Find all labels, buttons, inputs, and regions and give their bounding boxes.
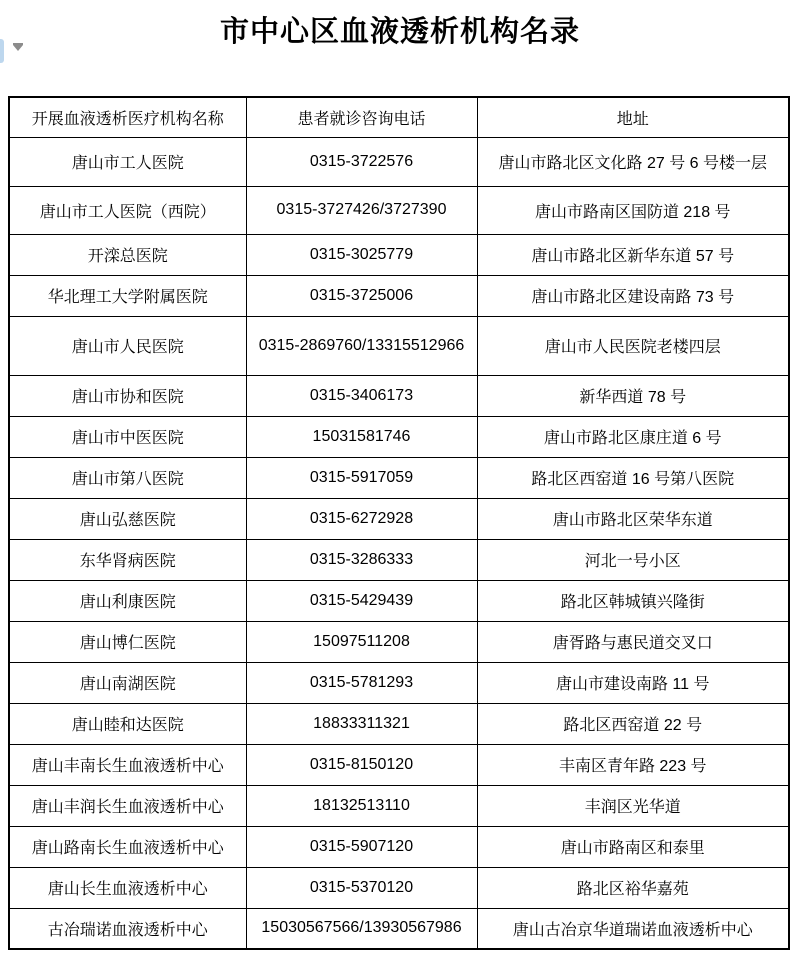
table-row bbox=[9, 539, 789, 580]
address-cell: 唐山市路北区荣华东道 bbox=[477, 498, 789, 539]
address-cell: 丰润区光华道 bbox=[477, 785, 789, 826]
selection-bar bbox=[0, 39, 4, 63]
institution-name-cell: 东华肾病医院 bbox=[9, 539, 246, 580]
address-cell: 唐山市路北区康庄道 6 号 bbox=[477, 416, 789, 457]
table-row bbox=[9, 416, 789, 457]
institution-name-cell: 唐山睦和达医院 bbox=[9, 703, 246, 744]
table-row bbox=[9, 908, 789, 949]
address-cell: 路北区裕华嘉苑 bbox=[477, 867, 789, 908]
institution-name-cell: 唐山丰南长生血液透析中心 bbox=[9, 744, 246, 785]
table-body bbox=[9, 137, 789, 949]
phone-cell: 0315-3727426/3727390 bbox=[246, 186, 477, 234]
institution-name-cell: 唐山市工人医院 bbox=[9, 137, 246, 186]
institution-name-cell: 唐山博仁医院 bbox=[9, 621, 246, 662]
institution-name-cell: 唐山弘慈医院 bbox=[9, 498, 246, 539]
institution-name-cell: 唐山市工人医院（西院） bbox=[9, 186, 246, 234]
address-cell: 路北区西窑道 16 号第八医院 bbox=[477, 457, 789, 498]
institution-name-cell: 唐山市人民医院 bbox=[9, 316, 246, 375]
address-cell: 丰南区青年路 223 号 bbox=[477, 744, 789, 785]
column-header-address: 地址 bbox=[477, 97, 789, 137]
phone-cell: 18833311321 bbox=[246, 703, 477, 744]
address-cell: 唐山市路南区国防道 218 号 bbox=[477, 186, 789, 234]
table-row bbox=[9, 703, 789, 744]
table-row bbox=[9, 375, 789, 416]
address-cell: 唐胥路与惠民道交叉口 bbox=[477, 621, 789, 662]
address-cell: 路北区西窑道 22 号 bbox=[477, 703, 789, 744]
phone-cell: 15030567566/13930567986 bbox=[246, 908, 477, 949]
phone-cell: 15031581746 bbox=[246, 416, 477, 457]
institution-name-cell: 唐山市协和医院 bbox=[9, 375, 246, 416]
table-row bbox=[9, 457, 789, 498]
table-row bbox=[9, 744, 789, 785]
phone-cell: 0315-3725006 bbox=[246, 275, 477, 316]
address-cell: 唐山市路南区和泰里 bbox=[477, 826, 789, 867]
page-title: 市中心区血液透析机构名录 bbox=[219, 16, 580, 48]
table-row bbox=[9, 867, 789, 908]
institution-name-cell: 唐山长生血液透析中心 bbox=[9, 867, 246, 908]
address-cell: 唐山古冶京华道瑞诺血液透析中心 bbox=[477, 908, 789, 949]
phone-cell: 0315-3406173 bbox=[246, 375, 477, 416]
address-cell: 唐山市建设南路 11 号 bbox=[477, 662, 789, 703]
table-row bbox=[9, 826, 789, 867]
address-cell: 唐山市路北区新华东道 57 号 bbox=[477, 234, 789, 275]
table-row bbox=[9, 621, 789, 662]
institution-name-cell: 唐山丰润长生血液透析中心 bbox=[9, 785, 246, 826]
table-row bbox=[9, 580, 789, 621]
address-cell: 唐山市人民医院老楼四层 bbox=[477, 316, 789, 375]
institution-name-cell: 唐山路南长生血液透析中心 bbox=[9, 826, 246, 867]
institution-name-cell: 开滦总医院 bbox=[9, 234, 246, 275]
institution-name-cell: 古冶瑞诺血液透析中心 bbox=[9, 908, 246, 949]
column-header-phone: 患者就诊咨询电话 bbox=[246, 97, 477, 137]
dropdown-arrow-icon[interactable] bbox=[13, 45, 23, 51]
table-row bbox=[9, 275, 789, 316]
table-row bbox=[9, 316, 789, 375]
address-cell: 新华西道 78 号 bbox=[477, 375, 789, 416]
phone-cell: 0315-5781293 bbox=[246, 662, 477, 703]
institution-name-cell: 唐山市中医医院 bbox=[9, 416, 246, 457]
table-row bbox=[9, 498, 789, 539]
phone-cell: 0315-5370120 bbox=[246, 867, 477, 908]
phone-cell: 0315-6272928 bbox=[246, 498, 477, 539]
phone-cell: 15097511208 bbox=[246, 621, 477, 662]
table-row bbox=[9, 785, 789, 826]
table-row bbox=[9, 186, 789, 234]
address-cell: 路北区韩城镇兴隆街 bbox=[477, 580, 789, 621]
phone-cell: 0315-3722576 bbox=[246, 137, 477, 186]
address-cell: 唐山市路北区文化路 27 号 6 号楼一层 bbox=[477, 137, 789, 186]
phone-cell: 18132513110 bbox=[246, 785, 477, 826]
table-row bbox=[9, 234, 789, 275]
table-header-row bbox=[9, 97, 789, 137]
institution-name-cell: 唐山南湖医院 bbox=[9, 662, 246, 703]
table-row bbox=[9, 137, 789, 186]
phone-cell: 0315-3025779 bbox=[246, 234, 477, 275]
institution-name-cell: 唐山利康医院 bbox=[9, 580, 246, 621]
phone-cell: 0315-5907120 bbox=[246, 826, 477, 867]
institution-name-cell: 唐山市第八医院 bbox=[9, 457, 246, 498]
hemodialysis-directory-table bbox=[8, 96, 790, 950]
phone-cell: 0315-5917059 bbox=[246, 457, 477, 498]
address-cell: 河北一号小区 bbox=[477, 539, 789, 580]
phone-cell: 0315-3286333 bbox=[246, 539, 477, 580]
phone-cell: 0315-8150120 bbox=[246, 744, 477, 785]
table-row bbox=[9, 662, 789, 703]
institution-name-cell: 华北理工大学附属医院 bbox=[9, 275, 246, 316]
phone-cell: 0315-2869760/13315512966 bbox=[246, 316, 477, 375]
phone-cell: 0315-5429439 bbox=[246, 580, 477, 621]
column-header-institution-name: 开展血液透析医疗机构名称 bbox=[9, 97, 246, 137]
address-cell: 唐山市路北区建设南路 73 号 bbox=[477, 275, 789, 316]
